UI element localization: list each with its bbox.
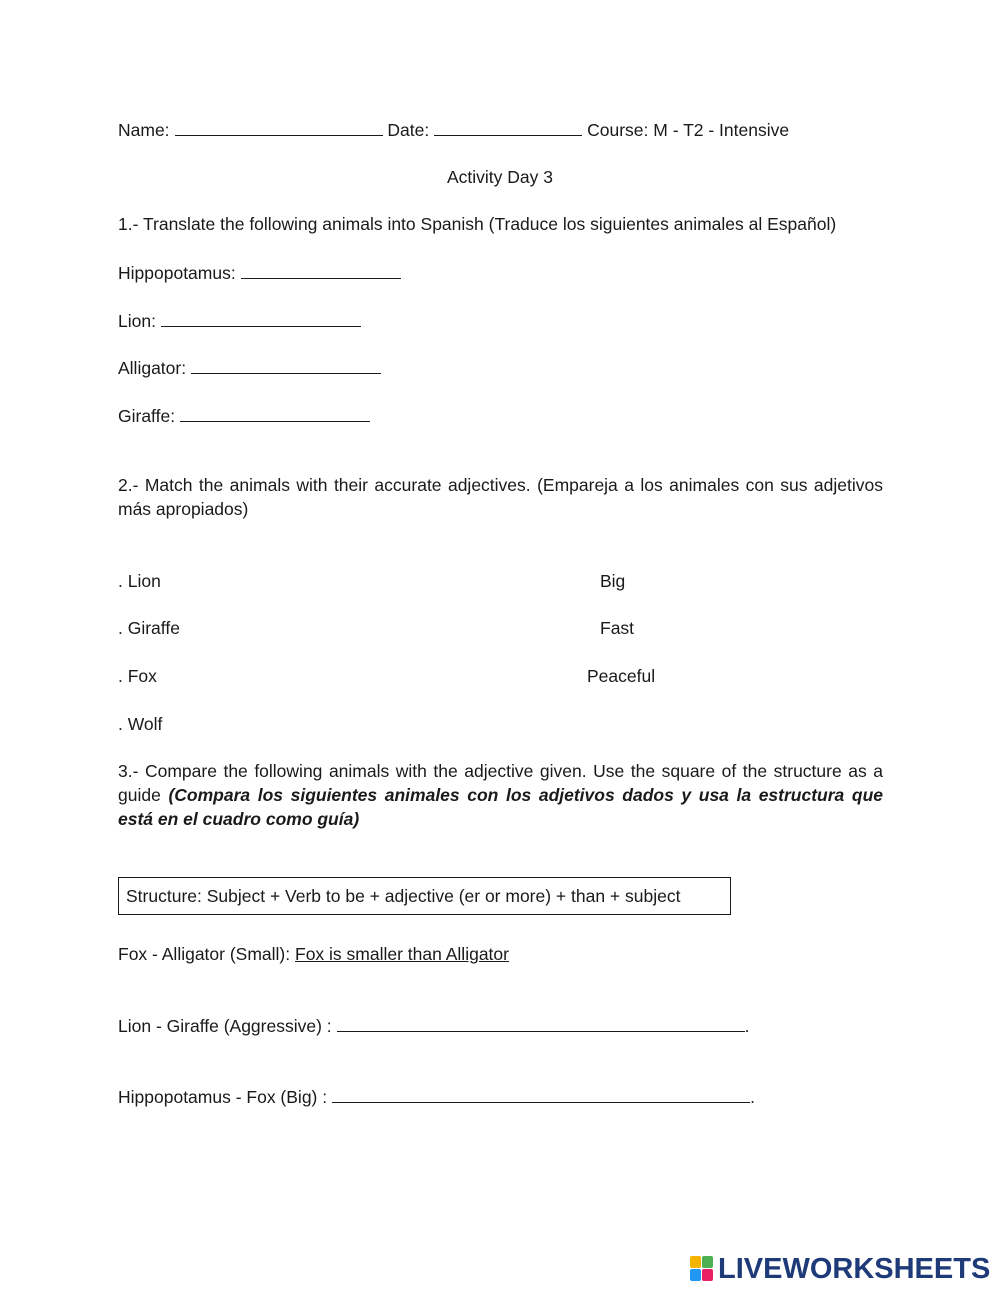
- header-row: [118, 118, 789, 141]
- exercise-row: [118, 1014, 750, 1037]
- logo-text: LIVEWORKSHEETS: [718, 1253, 991, 1285]
- exercise-prompt: Lion - Giraffe (Aggressive) :: [118, 1016, 332, 1036]
- match-animal[interactable]: . Wolf: [118, 714, 163, 734]
- date-label: Date:: [387, 120, 430, 140]
- exercise-row: [118, 1085, 755, 1108]
- giraffe-answer-input[interactable]: [180, 404, 370, 422]
- liveworksheets-logo: [690, 1255, 990, 1283]
- translate-label: Lion:: [118, 311, 156, 331]
- alligator-answer-input[interactable]: [191, 356, 381, 374]
- section1-instruction: 1.- Translate the following animals into Spanish (Traduce los siguientes animales al Español): [118, 214, 837, 234]
- section3-instruction-english: 3.- Compare the following animals with the adjective given. Use the square of the structure as a guide: [118, 761, 883, 805]
- hippo-fox-answer-input[interactable]: [332, 1085, 750, 1103]
- end-punct: .: [750, 1087, 755, 1107]
- example-answer: Fox is smaller than Alligator: [295, 944, 509, 964]
- section3-instruction: [118, 759, 883, 831]
- section3-instruction-spanish: (Compara los siguientes animales con los adjetivos dados y usa la estructura que está en el cuadro como guía): [118, 785, 883, 829]
- structure-box: Structure: Subject + Verb to be + adjective (er or more) + than + subject: [118, 877, 731, 915]
- section2-instruction: 2.- Match the animals with their accurate adjectives. (Empareja a los animales con sus adjetivos más apropiados): [118, 475, 883, 519]
- translate-item: [118, 356, 381, 379]
- match-adjective[interactable]: Fast: [600, 618, 635, 638]
- lion-answer-input[interactable]: [161, 309, 361, 327]
- translate-label: Hippopotamus:: [118, 263, 236, 283]
- translate-label: Giraffe:: [118, 406, 176, 426]
- match-animal[interactable]: . Lion: [118, 571, 161, 591]
- example-prompt: Fox - Alligator (Small):: [118, 944, 291, 964]
- match-animal[interactable]: . Fox: [118, 666, 157, 686]
- translate-item: [118, 404, 370, 427]
- name-label: Name:: [118, 120, 170, 140]
- hippopotamus-answer-input[interactable]: [241, 261, 401, 279]
- exercise-prompt: Hippopotamus - Fox (Big) :: [118, 1087, 328, 1107]
- name-input[interactable]: [175, 118, 383, 136]
- end-punct: .: [744, 1016, 750, 1036]
- lion-giraffe-answer-input[interactable]: [337, 1014, 745, 1032]
- match-animal[interactable]: . Giraffe: [118, 618, 180, 638]
- translate-label: Alligator:: [118, 358, 187, 378]
- page-title: Activity Day 3: [447, 167, 553, 187]
- example-row: [118, 943, 509, 965]
- match-adjective[interactable]: Big: [600, 571, 626, 591]
- match-adjective[interactable]: Peaceful: [587, 666, 656, 686]
- course-label: Course: M - T2 - Intensive: [587, 120, 790, 140]
- liveworksheets-logo-icon: [690, 1256, 714, 1282]
- translate-item: [118, 309, 361, 332]
- date-input[interactable]: [434, 118, 582, 136]
- translate-item: [118, 261, 401, 284]
